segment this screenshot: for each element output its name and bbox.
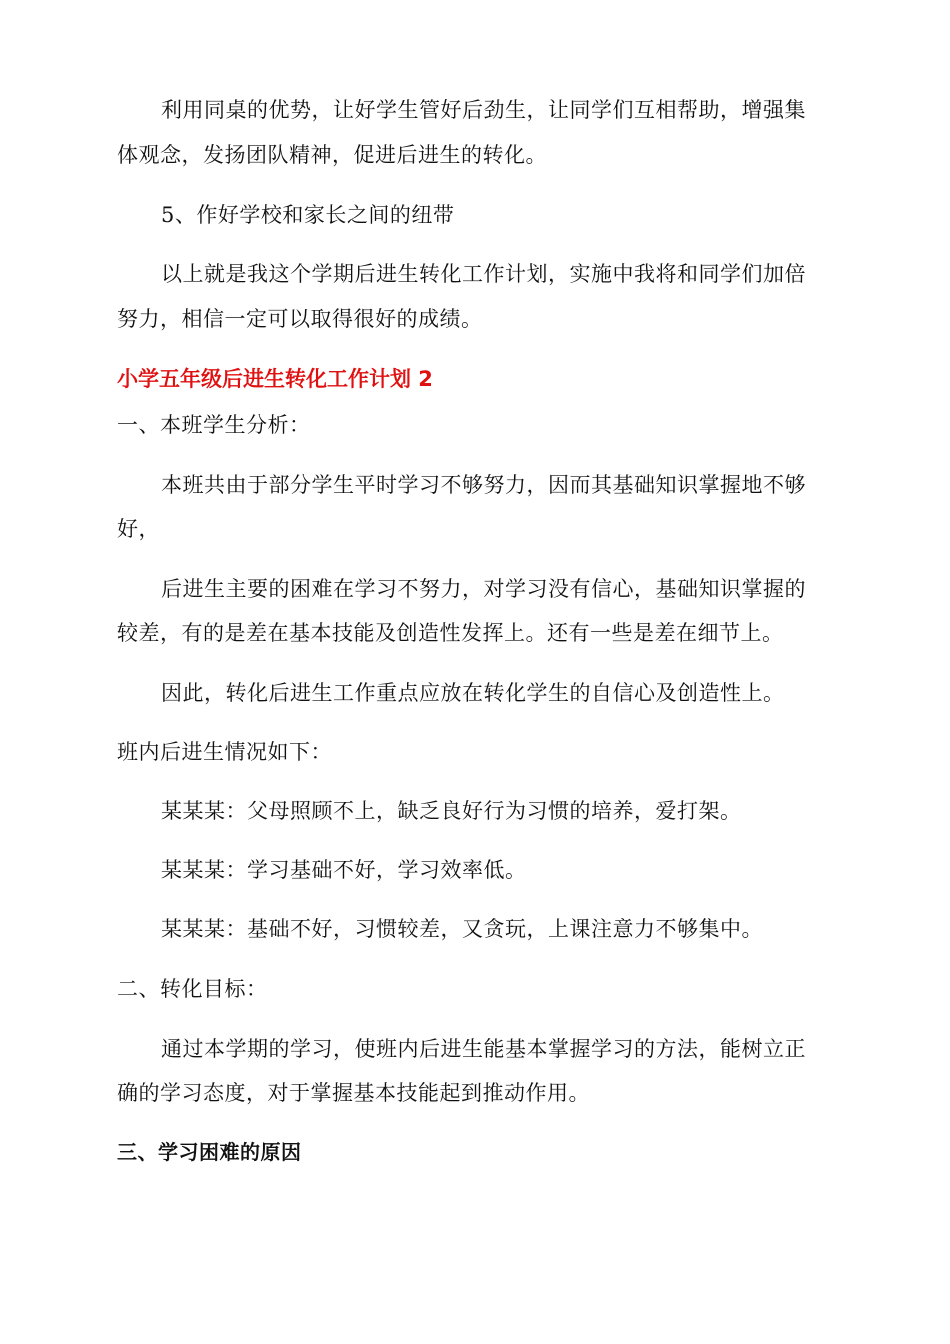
paragraph-line: 通过本学期的学习，使班内后进生能基本掌握学习的方法，能树立正	[161, 1037, 806, 1061]
section-title: 小学五年级后进生转化工作计划 2	[117, 367, 433, 391]
paragraph-line: 努力，相信一定可以取得很好的成绩。	[117, 307, 483, 331]
paragraph-line: 体观念，发扬团队精神，促进后进生的转化。	[117, 143, 547, 167]
section-heading-3: 三、学习困难的原因	[117, 1140, 302, 1164]
paragraph-line: 好，	[117, 517, 160, 541]
section-heading-1: 一、本班学生分析：	[117, 413, 311, 437]
paragraph-line: 较差，有的是差在基本技能及创造性发挥上。还有一些是差在细节上。	[117, 621, 784, 645]
student-item: 某某某：学习基础不好，学习效率低。	[161, 858, 527, 882]
paragraph-line: 后进生主要的困难在学习不努力，对学习没有信心，基础知识掌握的	[161, 577, 806, 601]
student-item: 某某某：基础不好，习惯较差，又贪玩，上课注意力不够集中。	[161, 917, 763, 941]
paragraph-line: 以上就是我这个学期后进生转化工作计划，实施中我将和同学们加倍	[161, 262, 806, 286]
student-item: 某某某：父母照顾不上，缺乏良好行为习惯的培养，爱打架。	[161, 799, 742, 823]
section-heading-2: 二、转化目标：	[117, 977, 268, 1001]
list-item-5: 5、作好学校和家长之间的纽带	[161, 203, 455, 227]
paragraph-line: 确的学习态度，对于掌握基本技能起到推动作用。	[117, 1081, 590, 1105]
paragraph-line: 因此，转化后进生工作重点应放在转化学生的自信心及创造性上。	[161, 681, 785, 705]
paragraph-line: 班内后进生情况如下：	[117, 740, 332, 764]
paragraph-line: 利用同桌的优势，让好学生管好后劲生，让同学们互相帮助，增强集	[161, 98, 806, 122]
paragraph-line: 本班共由于部分学生平时学习不够努力，因而其基础知识掌握地不够	[161, 473, 806, 497]
